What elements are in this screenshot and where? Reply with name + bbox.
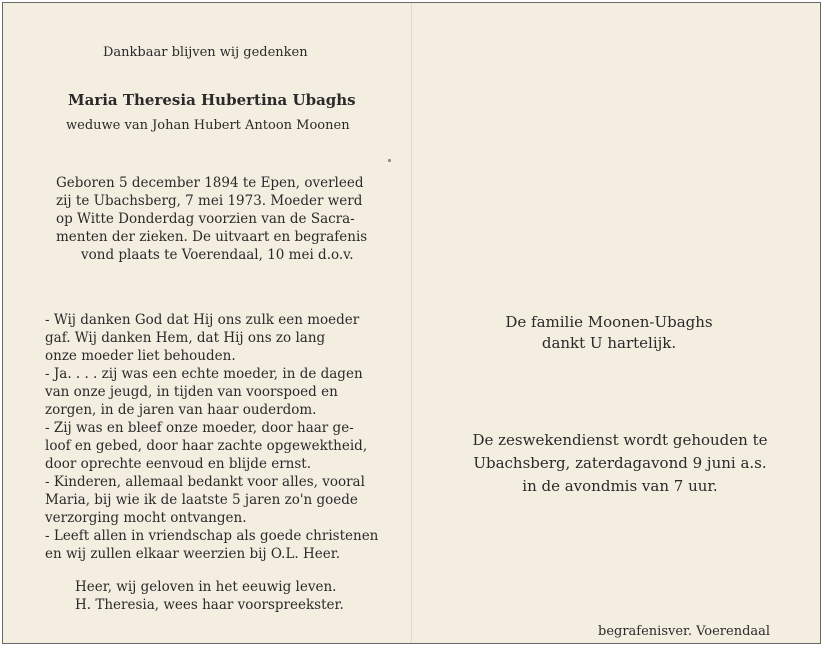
printer-imprint: begrafenisver. Voerendaal: [598, 624, 771, 639]
bio-line: vond plaats te Voerendaal, 10 mei d.o.v.: [81, 247, 354, 263]
bio-line: menten der zieken. De uitvaart en begrafenis: [56, 229, 368, 245]
thought-line: door oprechte eenvoud en blijde ernst.: [45, 456, 312, 472]
print-speck: [388, 159, 391, 162]
service-line: Ubachsberg, zaterdagavond 9 juni a.s.: [473, 454, 767, 472]
bio-line: Geboren 5 december 1894 te Epen, overleed: [56, 175, 364, 191]
bio-line: zij te Ubachsberg, 7 mei 1973. Moeder werd: [56, 193, 363, 209]
thought-line: - Kinderen, allemaal bedankt voor alles, vooral: [45, 474, 365, 490]
thought-line: - Zij was en bleef onze moeder, door haar ge-: [45, 420, 354, 436]
fold-line: [411, 3, 412, 643]
thought-line: zorgen, in de jaren van haar ouderdom.: [45, 402, 317, 418]
memorial-card: [2, 2, 821, 644]
thought-line: gaf. Wij danken Hem, dat Hij ons zo lang: [45, 330, 326, 346]
service-line: De zeswekendienst wordt gehouden te: [472, 431, 768, 449]
prayer-line: H. Theresia, wees haar voorspreekster.: [75, 597, 344, 613]
thought-line: - Leeft allen in vriendschap als goede christenen: [45, 528, 379, 544]
thought-line: en wij zullen elkaar weerzien bij O.L. Heer.: [45, 546, 341, 562]
service-line: in de avondmis van 7 uur.: [522, 477, 718, 495]
thought-line: van onze jeugd, in tijden van voorspoed en: [45, 384, 338, 400]
thanks-line: De familie Moonen-Ubaghs: [505, 313, 713, 331]
thanks-line: dankt U hartelijk.: [541, 334, 677, 352]
bio-line: op Witte Donderdag voorzien van de Sacra-: [56, 211, 355, 227]
thought-line: loof en gebed, door haar zachte opgewektheid,: [45, 438, 368, 454]
thought-line: - Ja. . . . zij was een echte moeder, in de dagen: [45, 366, 363, 382]
intro-text: Dankbaar blijven wij gedenken: [103, 45, 308, 60]
widow-line: weduwe van Johan Hubert Antoon Moonen: [66, 118, 350, 133]
prayer-line: Heer, wij geloven in het eeuwig leven.: [75, 579, 337, 595]
thought-line: verzorging mocht ontvangen.: [45, 510, 247, 526]
deceased-name: Maria Theresia Hubertina Ubaghs: [68, 91, 356, 109]
thought-line: onze moeder liet behouden.: [45, 348, 236, 364]
thought-line: Maria, bij wie ik de laatste 5 jaren zo'n goede: [45, 492, 358, 508]
thought-line: - Wij danken God dat Hij ons zulk een moeder: [45, 312, 360, 328]
